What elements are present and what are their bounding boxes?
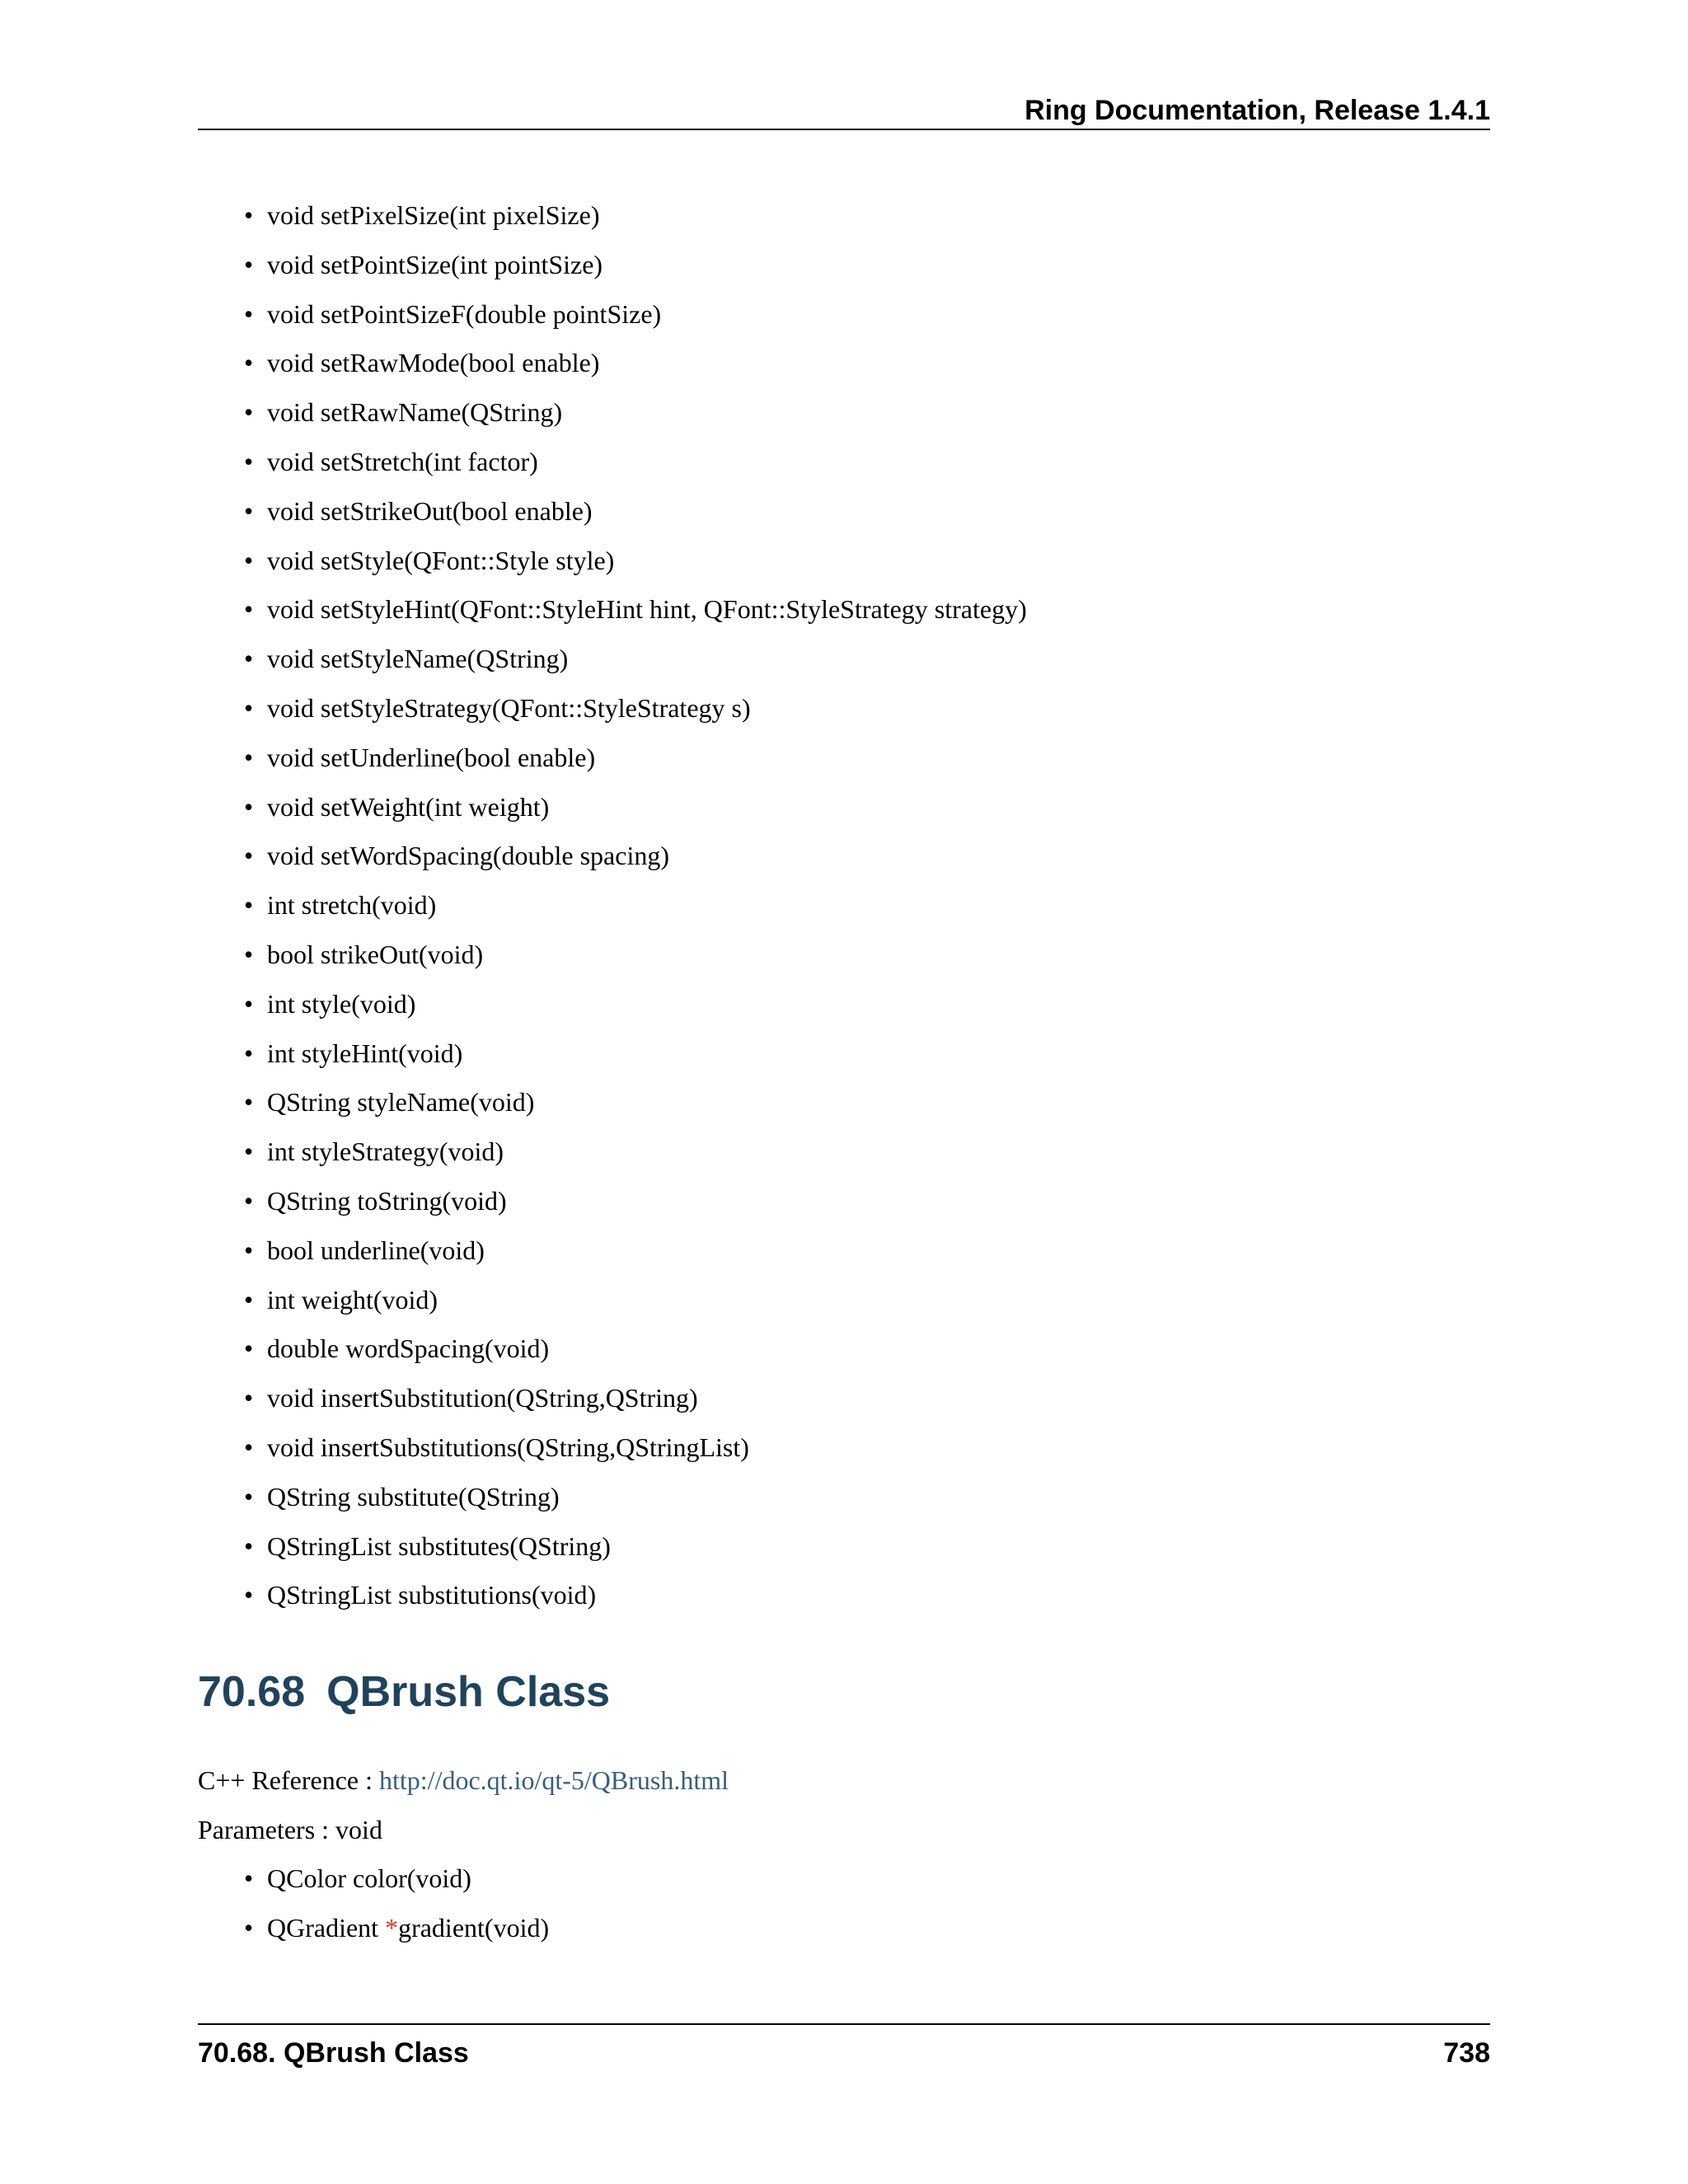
list-item (244, 494, 1027, 544)
bullet: • (244, 1530, 254, 1561)
list-item (244, 544, 1027, 593)
list-item (244, 1037, 1027, 1086)
list-item (244, 642, 1027, 691)
list-item (244, 1480, 1027, 1530)
reference-label: C++ Reference : (198, 1765, 379, 1795)
bullet: • (244, 348, 254, 378)
method-signature: void setWordSpacing(double spacing) (267, 841, 669, 871)
method-signature: void setStrikeOut(bool enable) (267, 495, 593, 526)
method-signature: int style(void) (267, 988, 416, 1019)
parameters-line: Parameters : void (198, 1815, 382, 1844)
reference-link[interactable]: http://doc.qt.io/qt-5/QBrush.html (379, 1765, 729, 1795)
method-signature: void insertSubstitutions(QString,QStringList) (267, 1432, 749, 1462)
method-signature: QStringList substitutions(void) (267, 1580, 597, 1610)
list-item (244, 593, 1027, 642)
list-item (244, 1530, 1027, 1579)
list-item (244, 199, 1027, 248)
bullet: • (244, 1912, 254, 1943)
page-header (198, 91, 1490, 130)
method-signature: int styleStrategy(void) (267, 1137, 504, 1167)
method-signature: void setStyleHint(QFont::StyleHint hint, QFont::StyleStrategy strategy) (267, 594, 1027, 625)
bullet: • (244, 841, 254, 871)
bullet: • (244, 1137, 254, 1167)
method-signature: double wordSpacing(void) (267, 1333, 550, 1364)
method-signature: bool strikeOut(void) (267, 939, 484, 969)
list-item (244, 1184, 1027, 1234)
bullet: • (244, 742, 254, 772)
method-list (244, 199, 1027, 1628)
bullet: • (244, 1185, 254, 1216)
list-item (244, 839, 1027, 888)
bullet: • (244, 495, 254, 526)
method-signature: QString substitute(QString) (267, 1481, 560, 1511)
method-signature: QStringList substitutes(QString) (267, 1530, 611, 1561)
method-signature: int weight(void) (267, 1284, 438, 1315)
bullet: • (244, 1580, 254, 1610)
bullet: • (244, 594, 254, 625)
list-item (244, 1862, 549, 1911)
list-item (244, 938, 1027, 987)
method-signature: void setStyle(QFont::Style style) (267, 545, 615, 575)
cpp-reference-line (198, 1764, 729, 1797)
bullet: • (244, 692, 254, 723)
method-signature: gradient(void) (398, 1912, 550, 1943)
bullet: • (244, 298, 254, 329)
method-signature: void setWeight(int weight) (267, 791, 550, 822)
bullet: • (244, 1432, 254, 1462)
bullet: • (244, 890, 254, 921)
bullet: • (244, 644, 254, 674)
bullet: • (244, 791, 254, 822)
footer-section-label: 70.68. QBrush Class (198, 2037, 469, 2069)
method-signature: QGradient (267, 1912, 386, 1943)
method-signature: void setRawMode(bool enable) (267, 348, 600, 378)
section-number: 70.68 (198, 1668, 306, 1716)
bullet: • (244, 1284, 254, 1315)
bullet: • (244, 249, 254, 279)
method-signature: void setPointSizeF(double pointSize) (267, 298, 662, 329)
method-signature: QColor color(void) (267, 1863, 471, 1893)
method-signature: void setPointSize(int pointSize) (267, 249, 603, 279)
list-item (244, 691, 1027, 741)
bullet: • (244, 988, 254, 1019)
section-heading (198, 1665, 610, 1719)
document-title: Ring Documentation, Release 1.4.1 (1025, 95, 1490, 126)
method-signature: void setStretch(int factor) (267, 446, 538, 476)
list-item (244, 298, 1027, 347)
bullet: • (244, 446, 254, 476)
section-title: QBrush Class (326, 1668, 611, 1716)
qbrush-method-list (244, 1862, 549, 1961)
method-signature: void setStyleName(QString) (267, 644, 569, 674)
method-signature: void setPixelSize(int pixelSize) (267, 200, 600, 230)
bullet: • (244, 1235, 254, 1265)
list-item (244, 1332, 1027, 1381)
method-signature: void setStyleStrategy(QFont::StyleStrategy s) (267, 692, 751, 723)
bullet: • (244, 545, 254, 575)
method-signature: QString toString(void) (267, 1185, 507, 1216)
list-item (244, 1135, 1027, 1184)
bullet: • (244, 1383, 254, 1413)
pointer-asterisk: * (385, 1912, 399, 1943)
bullet: • (244, 1087, 254, 1118)
method-signature: void setRawName(QString) (267, 397, 563, 428)
list-item (244, 1234, 1027, 1283)
page-footer (198, 2023, 1490, 2069)
method-signature: int styleHint(void) (267, 1038, 463, 1068)
list-item (244, 987, 1027, 1037)
list-item (244, 1283, 1027, 1333)
list-item (244, 1431, 1027, 1480)
list-item (244, 1381, 1027, 1431)
bullet: • (244, 1863, 254, 1893)
list-item (244, 1911, 549, 1961)
method-signature: QString styleName(void) (267, 1087, 535, 1118)
bullet: • (244, 939, 254, 969)
method-signature: void insertSubstitution(QString,QString) (267, 1383, 698, 1413)
bullet: • (244, 1481, 254, 1511)
list-item (244, 1578, 1027, 1628)
list-item (244, 741, 1027, 790)
bullet: • (244, 397, 254, 428)
list-item (244, 888, 1027, 938)
method-signature: int stretch(void) (267, 890, 437, 921)
bullet: • (244, 1038, 254, 1068)
list-item (244, 346, 1027, 396)
method-signature: bool underline(void) (267, 1235, 485, 1265)
bullet: • (244, 200, 254, 230)
method-signature: void setUnderline(bool enable) (267, 742, 596, 772)
list-item (244, 248, 1027, 298)
list-item (244, 396, 1027, 445)
list-item (244, 790, 1027, 840)
bullet: • (244, 1333, 254, 1364)
list-item (244, 445, 1027, 494)
list-item (244, 1085, 1027, 1135)
page-number: 738 (1443, 2037, 1490, 2069)
